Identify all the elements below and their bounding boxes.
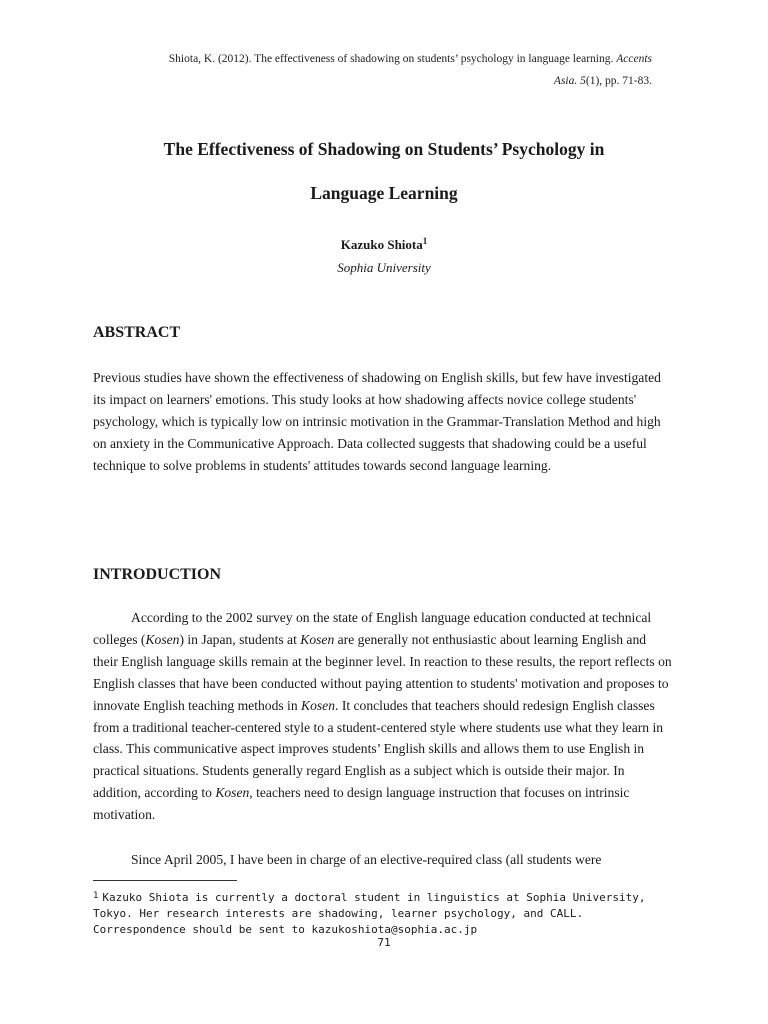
affiliation: Sophia University (337, 260, 431, 275)
kosen-term: Kosen (300, 631, 335, 647)
citation-pages: (1), pp. 71-83. (585, 75, 652, 87)
citation-journal: Accents (616, 53, 652, 65)
introduction-paragraph-2: Since April 2005, I have been in charge of an elective-required class (all students were (131, 852, 602, 867)
footnote-divider (93, 880, 237, 881)
intro-text: According to the 2002 survey on the state of English language education conducted at technical colleges ( (93, 610, 652, 647)
citation-line-1 (52, 48, 652, 70)
citation-journal-cont: Asia. (553, 75, 578, 87)
kosen-term: Kosen (301, 697, 336, 713)
introduction-paragraph-1 (93, 607, 673, 826)
intro-text: , teachers need to design language instruction that focuses on intrinsic motivation. (93, 785, 630, 823)
citation-volume: 5 (580, 75, 586, 87)
paper-title-line-1: The Effectiveness of Shadowing on Students’ Psychology in (163, 139, 605, 159)
abstract-text: Previous studies have shown the effectiveness of shadowing on English skills, but few have investigated its impact on learners' emotions. This study looks at how shadowing affects novice college students' psychology, which is typically low on intrinsic motivation in the Grammar-Translation Method and high on anxiety in the Communicative Approach. Data collected suggests that shadowing could be a useful technique to solve problems in students' attitudes towards second language learning. (93, 370, 661, 473)
intro-text: are generally not enthusiastic about learning English and their English language skills remain at the beginner level. In reaction to these results, the report reflects on English classes that have been conducted without paying attention to students' motivation and proposes to innovate English teaching methods in (93, 631, 672, 713)
footnote-text: Kazuko Shiota is currently a doctoral student in linguistics at Sophia University, Tokyo. Her research interests are shadowing, learner psychology, and CALL. Correspondence should be sent to kazukoshiota@sophia.ac.jp (93, 891, 646, 936)
citation-text: Shiota, K. (2012). The effectiveness of shadowing on students’ psychology in language learning. (168, 53, 614, 65)
author-name: Kazuko Shiota (340, 237, 423, 252)
footnote-mark: 1 (93, 891, 99, 901)
author (0, 236, 768, 253)
paper-title-line-2: Language Learning (310, 183, 458, 203)
intro-text: . It concludes that teachers should redesign English classes from a traditional teacher-centered style to a student-centered style where students use what they learn in class. This communicative aspect improves students’ English skills and allows them to use English in practical situations. Students generally regard English as a subject which is outside their major. In addition, according to (93, 697, 664, 801)
citation-line-2 (52, 70, 652, 92)
kosen-term: Kosen (145, 631, 180, 647)
intro-text: ) in Japan, students at (179, 631, 301, 647)
abstract-heading: ABSTRACT (93, 324, 181, 341)
footnote (93, 888, 673, 938)
author-footnote-mark: 1 (422, 236, 428, 246)
introduction-heading: INTRODUCTION (93, 566, 222, 583)
kosen-term: Kosen (215, 785, 250, 801)
page-number: 71 (377, 936, 391, 949)
